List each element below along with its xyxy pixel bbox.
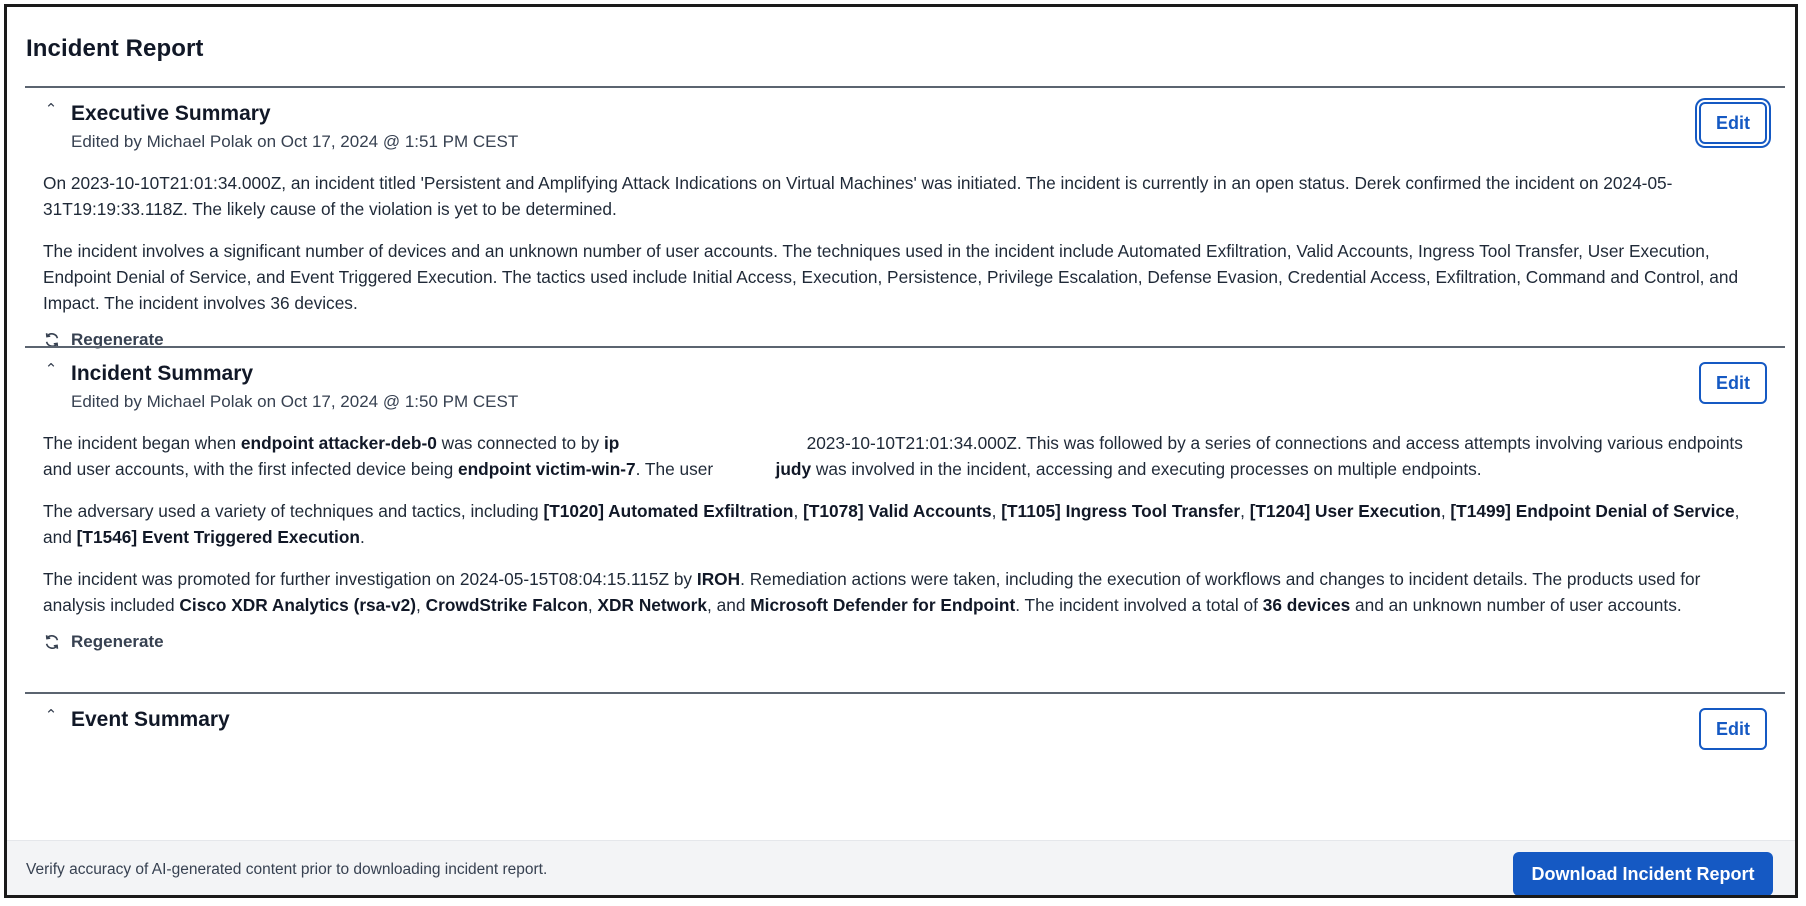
section-title: Executive Summary	[71, 102, 271, 125]
regenerate-label: Regenerate	[71, 632, 164, 651]
edit-button[interactable]: Edit	[1699, 102, 1767, 144]
text-run: ,	[416, 595, 426, 615]
regenerate-label: Regenerate	[71, 330, 164, 349]
text-run: .	[359, 527, 365, 547]
regenerate-button[interactable]	[43, 628, 243, 656]
emphasized-text: CrowdStrike Falcon	[425, 595, 588, 615]
summary-paragraph	[43, 566, 1753, 618]
summary-paragraph	[43, 170, 1753, 222]
text-run: 2023-10-10T21:01:34.000Z. This was followed by a series of connections and access attempts involving various endpoints and user accounts, with the first infected device being	[43, 433, 1743, 479]
text-run: , and	[707, 595, 751, 615]
emphasized-text: Microsoft Defender for Endpoint	[750, 595, 1016, 615]
emphasized-text: XDR Network	[597, 595, 707, 615]
emphasized-text: ip	[603, 433, 620, 453]
text-run: ,	[991, 501, 1002, 521]
emphasized-text: judy	[775, 459, 812, 479]
chevron-up-icon[interactable]: ⌃	[44, 361, 58, 378]
section-incident-summary	[25, 346, 1785, 692]
refresh-icon	[43, 633, 61, 651]
emphasized-text: endpoint attacker-deb-0	[240, 433, 437, 453]
emphasized-text: [T1546] Event Triggered Execution	[76, 527, 360, 547]
text-run: and an unknown number of user accounts.	[1350, 595, 1682, 615]
section-header	[43, 88, 1767, 128]
section-title: Event Summary	[71, 708, 230, 731]
report-footer	[7, 840, 1795, 898]
text-run: . The incident involved a total of	[1015, 595, 1263, 615]
text-run: . The user	[635, 459, 776, 479]
chevron-up-icon[interactable]: ⌃	[44, 707, 58, 724]
emphasized-text: [T1105] Ingress Tool Transfer	[1001, 501, 1241, 521]
text-run: On 2023-10-10T21:01:34.000Z, an incident titled 'Persistent and Amplifying Attack Indications on Virtual Machines' was initiated. The incident is currently in an open status. Derek confirmed the incident on 2024-05-31T19:19:33.118Z. The likely cause of the violation is yet to be determined.	[43, 173, 1673, 219]
text-run: The incident began when	[43, 433, 241, 453]
text-run: The adversary used a variety of techniques and tactics, including	[43, 501, 544, 521]
emphasized-text: 36 devices	[1262, 595, 1351, 615]
edited-by-text: Edited by Michael Polak on Oct 17, 2024 @ 1:50 PM CEST	[71, 392, 519, 411]
edit-button[interactable]: Edit	[1699, 708, 1767, 750]
text-run: ,	[587, 595, 598, 615]
text-run: was involved in the incident, accessing and executing processes on multiple endpoints.	[811, 459, 1482, 479]
text-run: ,	[1240, 501, 1250, 521]
download-report-button[interactable]: Download Incident Report	[1513, 852, 1773, 896]
emphasized-text: endpoint victim-win-7	[458, 459, 636, 479]
section-header	[43, 348, 1767, 388]
text-run: . Remediation actions were taken, including the execution of workflows and changes to incident details. The products used for analysis included	[43, 569, 1701, 615]
text-run: The incident involves a significant number of devices and an unknown number of user accounts. The techniques used in the incident include Automated Exfiltration, Valid Accounts, Ingress Tool Transfer, User Execution, Endpoint Denial of Service, and Event Triggered Execution. The tactics used include Initial Access, Execution, Persistence, Privilege Escalation, Defense Evasion, Credential Access, Exfiltration, Command and Control, and Impact. The incident involves 36 devices.	[43, 241, 1739, 313]
emphasized-text: [T1020] Automated Exfiltration	[543, 501, 794, 521]
summary-paragraph	[43, 498, 1753, 550]
edit-button[interactable]: Edit	[1699, 362, 1767, 404]
emphasized-text: [T1204] User Execution	[1249, 501, 1441, 521]
text-run: , and	[43, 501, 1740, 547]
chevron-up-icon[interactable]: ⌃	[44, 101, 58, 118]
text-run: ,	[1440, 501, 1451, 521]
page-title: Incident Report	[26, 35, 204, 62]
emphasized-text: [T1078] Valid Accounts	[803, 501, 992, 521]
incident-report-panel	[4, 4, 1798, 898]
summary-paragraph	[43, 238, 1753, 316]
text-run: was connected to by	[436, 433, 604, 453]
summary-paragraph	[43, 430, 1753, 482]
section-executive-summary	[25, 86, 1785, 349]
emphasized-text: IROH	[696, 569, 741, 589]
emphasized-text: [T1499] Endpoint Denial of Service	[1450, 501, 1735, 521]
emphasized-text: Cisco XDR Analytics (rsa-v2)	[179, 595, 417, 615]
section-event-summary	[25, 692, 1785, 772]
ai-disclaimer: Verify accuracy of AI-generated content prior to downloading incident report.	[26, 861, 548, 878]
report-scroll-area[interactable]	[25, 86, 1785, 838]
section-title: Incident Summary	[71, 362, 254, 385]
text-run: The incident was promoted for further investigation on 2024-05-15T08:04:15.115Z by	[43, 569, 697, 589]
text-run: ,	[793, 501, 804, 521]
edited-by-text: Edited by Michael Polak on Oct 17, 2024 @ 1:51 PM CEST	[71, 132, 519, 151]
section-header	[43, 694, 1767, 734]
